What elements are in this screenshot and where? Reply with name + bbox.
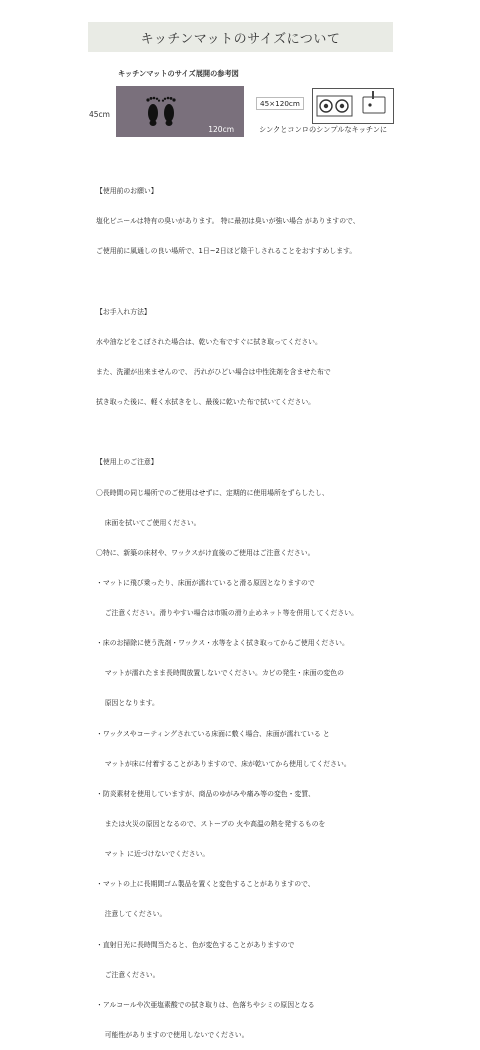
note-line: ・床のお掃除に使う洗剤・ワックス・水等をよく拭き取ってからご使用ください。 — [96, 639, 349, 648]
page-title: キッチンマットのサイズについて — [140, 31, 341, 47]
section-heading-care: 【お手入れ方法】 — [96, 307, 151, 316]
note-line: 拭き取った後に、軽く水拭きをし、最後に乾いた布で拭いてください。 — [96, 398, 316, 407]
note-line: ・直射日光に長時間当たると、色が変色することがありますので — [96, 940, 295, 949]
kitchen-counter-illustration — [312, 88, 394, 124]
note-line: ・マットの上に長期間ゴム製品を置くと変色することがありますので、 — [96, 880, 315, 889]
note-line: マットが床に付着することがありますので、床が乾いてから使用してください。 — [96, 759, 351, 768]
section-heading-cautions: 【使用上のご注意】 — [96, 458, 158, 467]
note-line: ・ワックスやコーティングされている床面に敷く場合、床面が濡れている と — [96, 729, 330, 738]
note-line: 〇長時間の同じ場所でのご使用はせずに、定期的に使用場所をずらしたし、 — [96, 488, 329, 497]
header-band — [88, 22, 393, 52]
diagram-caption: シンクとコンロのシンプルなキッチンに — [259, 125, 388, 134]
note-line: 床面を拭いてご使用ください。 — [96, 518, 201, 527]
size-tag: 45×120cm — [256, 97, 304, 110]
notes-body — [96, 166, 466, 1050]
note-line: 塩化ビニールは特有の臭いがあります。 特に最初は臭いが強い場合 がありますので、 — [96, 217, 360, 226]
note-line: ・防炎素材を使用していますが、商品のゆがみや痛み等の変色・変質、 — [96, 789, 316, 798]
note-line: ・アルコールや次亜塩素酸での拭き取りは、色落ちやシミの原因となる — [96, 1000, 315, 1009]
diagram-title: キッチンマットのサイズ展開の参考図 — [118, 69, 239, 78]
note-line: ご注意ください。 — [96, 970, 160, 979]
note-line: 〇特に、新築の床材や、ワックスがけ直後のご使用はご注意ください。 — [96, 548, 315, 557]
stove-icon — [317, 96, 352, 116]
note-line: ご注意ください。滑りやすい場合は市販の滑り止めネット等を併用してください。 — [96, 609, 358, 618]
note-line: 水や油などをこぼされた場合は、乾いた布ですぐに拭き取ってください。 — [96, 337, 322, 346]
sink-icon — [363, 91, 385, 113]
note-line: 注意してください。 — [96, 910, 167, 919]
mat-width-label: 120cm — [208, 125, 234, 134]
note-line: 原因となります。 — [96, 699, 159, 708]
section-heading-usage-before: 【使用前のお願い】 — [96, 187, 158, 196]
kitchen-mat-illustration — [116, 86, 244, 137]
footprints-icon — [142, 93, 182, 127]
note-line: マットが濡れたまま長時間放置しないでください。カビの発生・床面の変色の — [96, 669, 344, 678]
note-line: 可能性がありますので使用しないでください。 — [96, 1031, 249, 1040]
note-line: ご使用前に風通しの良い場所で、1日~2日ほど陰干しされることをおすすめします。 — [96, 247, 357, 256]
note-line: ・マットに飛び乗ったり、床面が濡れていると滑る原因となりますので — [96, 578, 315, 587]
note-line: マット に近づけないでください。 — [96, 850, 210, 859]
mat-height-label: 45cm — [89, 110, 110, 119]
note-line: または火災の原因となるので、ストーブの 火や高温の熱を発するものを — [96, 820, 326, 829]
note-line: また、洗濯が出来ませんので、 汚れがひどい場合は中性洗剤を含ませた布で — [96, 367, 331, 376]
